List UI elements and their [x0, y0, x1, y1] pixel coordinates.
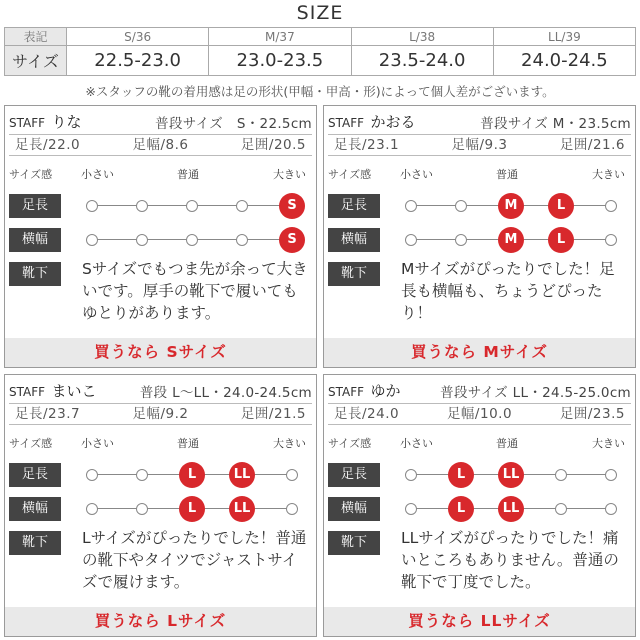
page-title: SIZE — [296, 2, 344, 24]
width-row-label: 横幅 — [9, 228, 61, 252]
scale-header — [9, 166, 312, 182]
size-marker: L — [548, 193, 574, 219]
staff-label: STAFF — [328, 385, 365, 399]
scale-large-label: 大きい — [273, 168, 306, 181]
length-scale — [92, 463, 292, 487]
width-row-label: 横幅 — [9, 497, 61, 521]
scale-dot — [136, 469, 148, 481]
foot-width-measure: 足幅/8.6 — [132, 137, 189, 153]
length-scale — [92, 194, 297, 218]
foot-measurements — [328, 134, 631, 156]
foot-measurements — [328, 403, 631, 425]
staff-card — [323, 374, 636, 637]
staff-header — [9, 380, 312, 402]
size-marker: S — [279, 193, 305, 219]
scale-large-label: 大きい — [592, 168, 625, 181]
length-row-label: 足長 — [9, 463, 61, 487]
usual-size: 普段サイズ S・22.5cm — [155, 116, 312, 132]
scale-small-label: 小さい — [81, 437, 114, 450]
width-scale — [92, 228, 297, 252]
size-table-value: 23.5-24.0 — [351, 46, 493, 76]
scale-dot — [86, 503, 98, 515]
size-marker: M — [498, 193, 524, 219]
staff-card — [4, 374, 317, 637]
scale-dot — [405, 469, 417, 481]
length-row-label: 足長 — [9, 194, 61, 218]
scale-large-label: 大きい — [273, 437, 306, 450]
foot-girth-measure: 足囲/23.5 — [559, 406, 625, 422]
scale-header — [328, 166, 631, 182]
socks-row-label: 靴下 — [9, 262, 61, 286]
scale-normal-label: 普通 — [177, 168, 199, 181]
socks-row-label: 靴下 — [9, 531, 61, 555]
socks-row-label: 靴下 — [328, 262, 380, 286]
scale-feel-label: サイズ感 — [9, 437, 53, 450]
scale-normal-label: 普通 — [496, 437, 518, 450]
length-scale — [411, 194, 611, 218]
size-table-value: 24.0-24.5 — [493, 46, 635, 76]
staff-label: STAFF — [328, 116, 365, 130]
staff-label: STAFF — [9, 116, 46, 130]
scale-dot — [186, 200, 198, 212]
scale-header — [328, 435, 631, 451]
width-row-label: 横幅 — [328, 228, 380, 252]
foot-girth-measure: 足囲/21.5 — [240, 406, 306, 422]
width-scale — [411, 228, 611, 252]
scale-dot — [605, 469, 617, 481]
scale-dot — [136, 503, 148, 515]
size-table-value: 22.5-23.0 — [67, 46, 209, 76]
scale-dot — [605, 234, 617, 246]
scale-dot — [136, 234, 148, 246]
staff-comment: LLサイズがぴったりでした！痛いところもありません。普通の靴下で丁度でした。 — [401, 529, 619, 591]
size-table-col: S/36 — [67, 28, 209, 46]
scale-normal-label: 普通 — [177, 437, 199, 450]
scale-dot — [405, 200, 417, 212]
width-scale — [92, 497, 292, 521]
scale-dot — [86, 200, 98, 212]
size-table-value: 23.0-23.5 — [209, 46, 351, 76]
staff-header — [328, 111, 631, 133]
length-row-label: 足長 — [328, 194, 380, 218]
foot-width-measure: 足幅/9.2 — [132, 406, 189, 422]
scale-dot — [86, 234, 98, 246]
recommended-size: 買うなら LLサイズ — [324, 607, 635, 636]
size-table — [4, 27, 636, 76]
size-marker: L — [548, 227, 574, 253]
foot-length-measure: 足長/24.0 — [334, 406, 400, 422]
scale-small-label: 小さい — [81, 168, 114, 181]
scale-dot — [555, 469, 567, 481]
size-table-header-row — [5, 28, 636, 46]
size-table-col: M/37 — [209, 28, 351, 46]
foot-measurements — [9, 134, 312, 156]
staff-header — [328, 380, 631, 402]
length-scale — [411, 463, 611, 487]
scale-dot — [236, 234, 248, 246]
recommended-size: 買うなら Sサイズ — [5, 338, 316, 367]
size-table-col: LL/39 — [493, 28, 635, 46]
width-scale — [411, 497, 611, 521]
foot-width-measure: 足幅/9.3 — [451, 137, 508, 153]
scale-dot — [605, 503, 617, 515]
size-marker: LL — [498, 496, 524, 522]
size-marker: M — [498, 227, 524, 253]
scale-dot — [136, 200, 148, 212]
scale-feel-label: サイズ感 — [9, 168, 53, 181]
usual-size: 普段サイズ M・23.5cm — [480, 116, 631, 132]
staff-name: まいこ — [51, 382, 97, 400]
size-marker: L — [179, 496, 205, 522]
scale-dot — [405, 503, 417, 515]
size-marker: L — [448, 462, 474, 488]
size-table-value-row — [5, 46, 636, 76]
staff-card — [4, 105, 317, 368]
foot-length-measure: 足長/23.1 — [334, 137, 400, 153]
usual-size: 普段サイズ LL・24.5-25.0cm — [440, 385, 631, 401]
scale-dot — [236, 200, 248, 212]
foot-length-measure: 足長/22.0 — [15, 137, 81, 153]
size-marker: L — [448, 496, 474, 522]
size-table-header-label: 表記 — [5, 28, 67, 46]
staff-comment: Sサイズでもつま先が余って大きいです。厚手の靴下で履いてもゆとりがあります。 — [82, 260, 308, 322]
scale-large-label: 大きい — [592, 437, 625, 450]
scale-dot — [286, 469, 298, 481]
scale-small-label: 小さい — [400, 437, 433, 450]
staff-comment: Lサイズがぴったりでした！普通の靴下やタイツでジャストサイズで履けます。 — [82, 529, 307, 591]
staff-card — [323, 105, 636, 368]
staff-comment: Mサイズがぴったりでした！足長も横幅も、ちょうどぴったり！ — [401, 260, 615, 322]
staff-label: STAFF — [9, 385, 46, 399]
size-table-row-label: サイズ — [5, 46, 67, 76]
size-marker: S — [279, 227, 305, 253]
scale-feel-label: サイズ感 — [328, 168, 372, 181]
fit-note: ※スタッフの靴の着用感は足の形状(甲幅・甲高・形)によって個人差がございます。 — [85, 84, 555, 99]
foot-measurements — [9, 403, 312, 425]
scale-normal-label: 普通 — [496, 168, 518, 181]
staff-name: ゆか — [370, 382, 401, 400]
width-row-label: 横幅 — [328, 497, 380, 521]
scale-dot — [405, 234, 417, 246]
staff-name: かおる — [370, 113, 416, 131]
scale-dot — [555, 503, 567, 515]
scale-dot — [86, 469, 98, 481]
staff-name: りな — [51, 113, 82, 131]
scale-dot — [605, 200, 617, 212]
size-marker: L — [179, 462, 205, 488]
scale-dot — [186, 234, 198, 246]
size-table-col: L/38 — [351, 28, 493, 46]
recommended-size: 買うなら Mサイズ — [324, 338, 635, 367]
length-row-label: 足長 — [328, 463, 380, 487]
scale-small-label: 小さい — [400, 168, 433, 181]
size-marker: LL — [498, 462, 524, 488]
staff-header — [9, 111, 312, 133]
scale-header — [9, 435, 312, 451]
foot-width-measure: 足幅/10.0 — [446, 406, 513, 422]
socks-row-label: 靴下 — [328, 531, 380, 555]
foot-length-measure: 足長/23.7 — [15, 406, 81, 422]
size-marker: LL — [229, 496, 255, 522]
scale-feel-label: サイズ感 — [328, 437, 372, 450]
usual-size: 普段 L〜LL・24.0-24.5cm — [139, 385, 312, 401]
scale-dot — [286, 503, 298, 515]
scale-dot — [455, 234, 467, 246]
scale-dot — [455, 200, 467, 212]
foot-girth-measure: 足囲/20.5 — [240, 137, 306, 153]
foot-girth-measure: 足囲/21.6 — [559, 137, 625, 153]
recommended-size: 買うなら Lサイズ — [5, 607, 316, 636]
size-marker: LL — [229, 462, 255, 488]
